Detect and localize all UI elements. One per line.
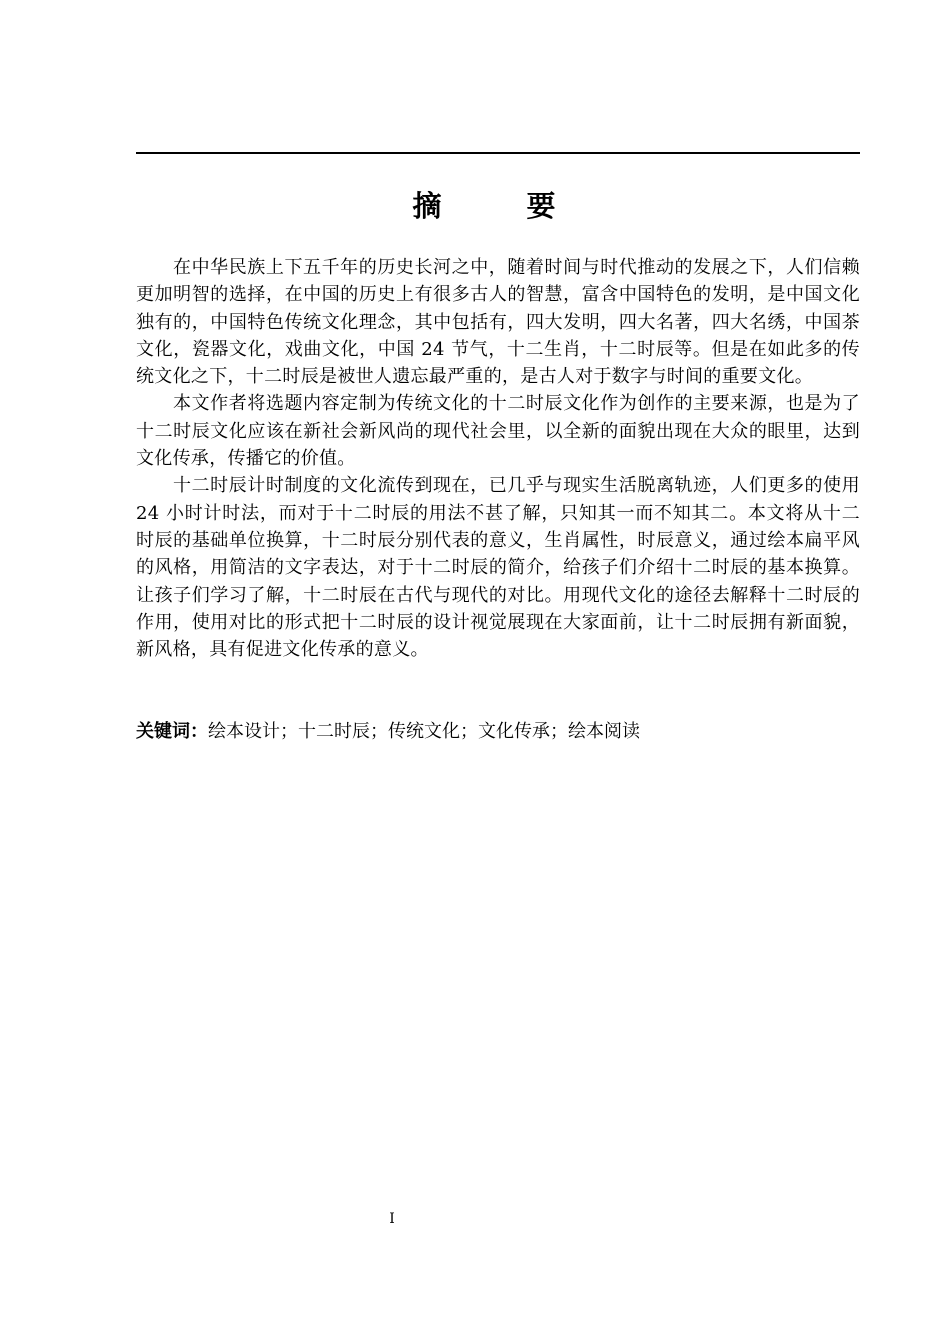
abstract-body — [136, 254, 860, 663]
abstract-paragraph-3: 十二时辰计时制度的文化流传到现在，已几乎与现实生活脱离轨迹，人们更多的使用 24 小时计时法，而对于十二时辰的用法不甚了解，只知其一而不知其二。本文将从十二时辰的基础单位换算，十二时辰分别代表的意义，生肖属性，时辰意义，通过绘本扁平风的风格，用简洁的文字表达，对于十二时辰的简介，给孩子们介绍十二时辰的基本换算。让孩子们学习了解，十二时辰在古代与现代的对比。用现代文化的途径去解释十二时辰的作用，使用对比的形式把十二时辰的设计视觉展现在大家面前，让十二时辰拥有新面貌，新风格，具有促进文化传承的意义。 — [136, 475, 860, 661]
keywords-line — [136, 718, 860, 745]
abstract-paragraph-1: 在中华民族上下五千年的历史长河之中，随着时间与时代推动的发展之下，人们信赖更加明智的选择，在中国的历史上有很多古人的智慧，富含中国特色的发明，是中国文化独有的，中国特色传统文化理念，其中包括有，四大发明，四大名著，四大名绣，中国茶文化，瓷器文化，戏曲文化，中国 24 节气，十二生肖，十二时辰等。但是在如此多的传统文化之下，十二时辰是被世人遗忘最严重的，是古人对于数字与时间的重要文化。 — [136, 257, 860, 388]
abstract-paragraph-2: 本文作者将选题内容定制为传统文化的十二时辰文化作为创作的主要来源，也是为了十二时辰文化应该在新社会新风尚的现代社会里，以全新的面貌出现在大众的眼里，达到文化传承，传播它的价值。 — [136, 393, 860, 470]
abstract-title: 摘 要 — [412, 189, 584, 223]
keywords-text: 绘本设计；十二时辰；传统文化；文化传承；绘本阅读 — [208, 721, 640, 742]
page-number: I — [389, 1211, 395, 1227]
keywords-label: 关键词： — [136, 721, 208, 742]
header-rule — [136, 152, 860, 154]
